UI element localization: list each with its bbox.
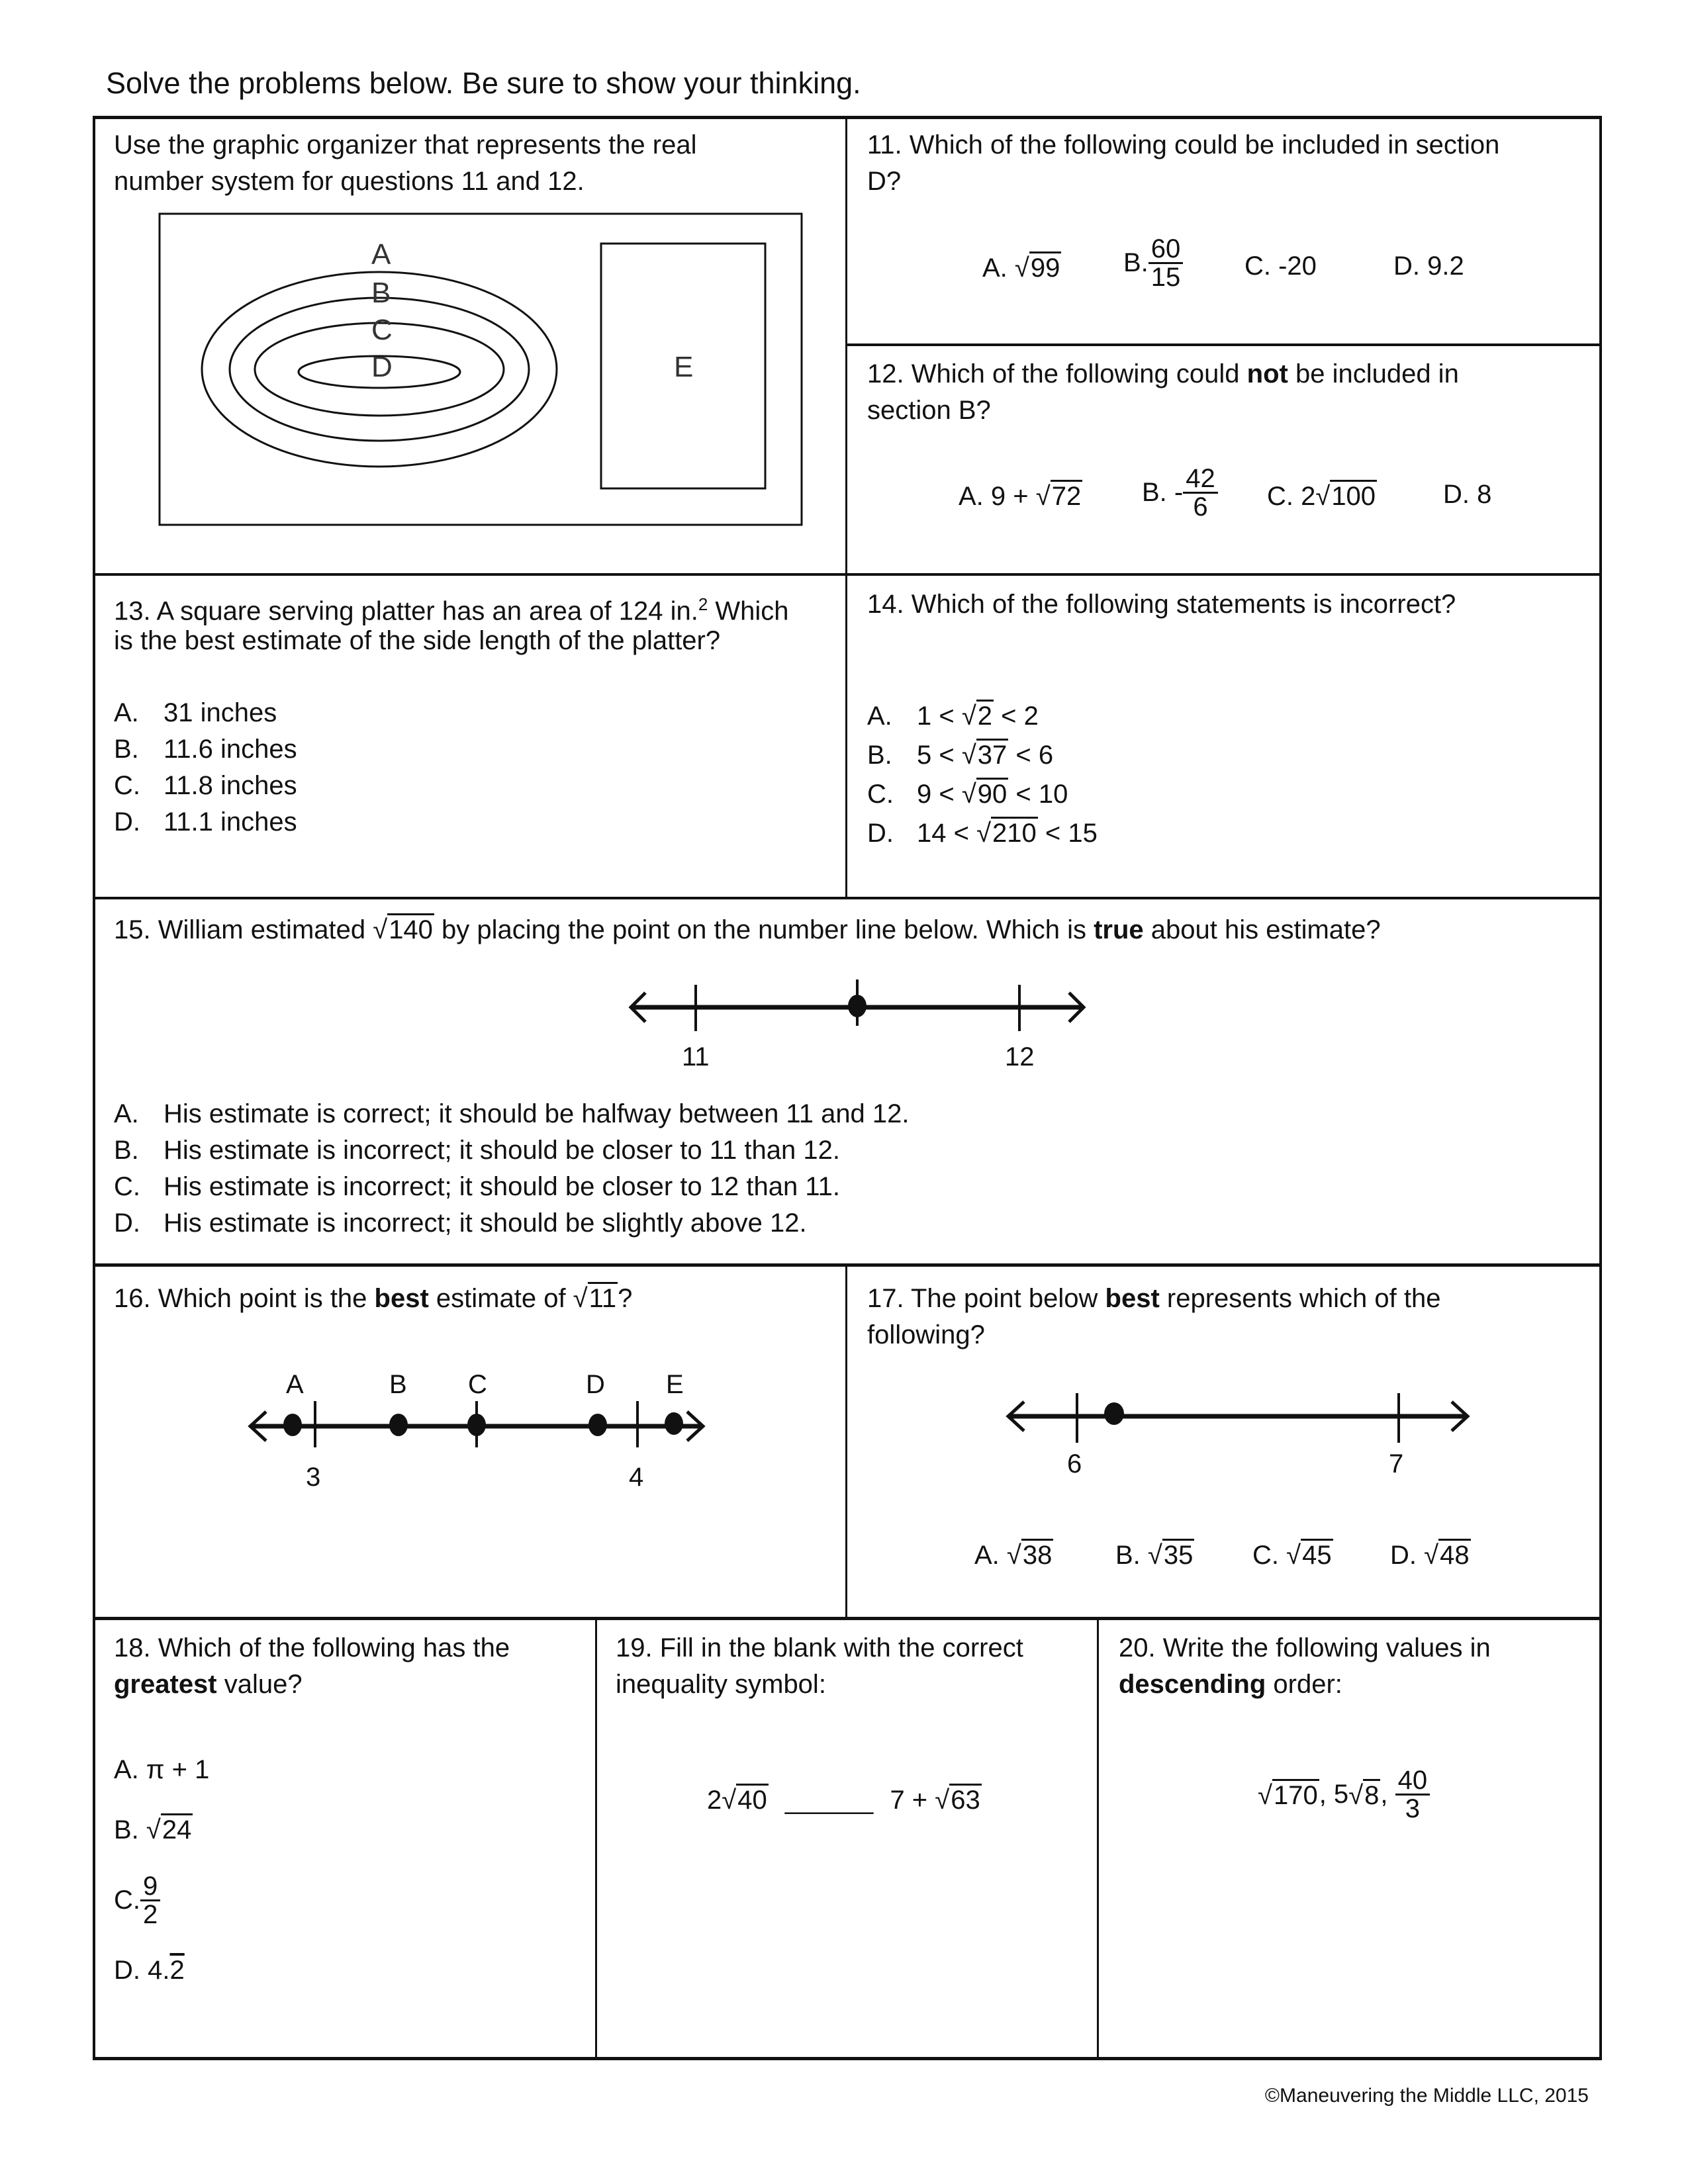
sqrt-icon: √24 (146, 1813, 193, 1845)
q18-text-post: value? (216, 1670, 303, 1699)
radicand: 90 (976, 778, 1009, 809)
option-letter: A. (114, 698, 139, 727)
option-label: C. (1252, 1541, 1279, 1570)
q12-a-label: A. 9 + (959, 482, 1036, 511)
region-label-e: E (674, 351, 694, 383)
numerator: 40 (1395, 1767, 1430, 1796)
q16-emphasis: best (374, 1284, 429, 1313)
q11-b-label: B. (1123, 248, 1149, 277)
col-divider-top (845, 116, 847, 899)
q15-prompt (114, 912, 1381, 948)
col-divider-bottom-1 (595, 1617, 597, 2060)
q12-option-b (1142, 465, 1218, 520)
sqrt-icon: √38 (1007, 1539, 1053, 1570)
denominator: 3 (1405, 1794, 1420, 1823)
organizer-prompt-line1: Use the graphic organizer that represents the real (114, 130, 697, 159)
q18-option-a: A. π + 1 (114, 1755, 210, 1784)
sqrt-icon: √140 (373, 912, 434, 948)
option-text: 11.8 inches (164, 771, 297, 800)
superscript: 2 (698, 594, 708, 614)
option-letter: B. (867, 741, 892, 770)
sqrt-icon: √72 (1036, 480, 1082, 512)
region-label-d: D (371, 351, 393, 383)
option-post: < 6 (1008, 741, 1054, 770)
q15-option (114, 1132, 840, 1169)
radicand: 45 (1301, 1539, 1333, 1570)
numerator: 60 (1149, 236, 1184, 264)
q16-text-post: ? (618, 1284, 633, 1313)
q17-prompt-line2: following? (867, 1320, 985, 1349)
col-divider-mid (845, 1263, 847, 1619)
radicand: 210 (991, 817, 1038, 848)
q20-prompt-line1: 20. Write the following values in (1119, 1633, 1491, 1662)
q15-option (114, 1205, 807, 1242)
separator: , (1380, 1780, 1395, 1809)
q19-prompt-line2: inequality symbol: (616, 1670, 826, 1699)
q18-prompt-line2 (114, 1666, 303, 1703)
q13-prompt-line2: is the best estimate of the side length of the platter? (114, 626, 721, 655)
sqrt-icon: √37 (962, 737, 1008, 774)
q12-option-a (959, 480, 1082, 512)
q17-tick-label-right: 7 (1389, 1449, 1404, 1479)
fraction (140, 1873, 160, 1928)
q11-prompt-line1: 11. Which of the following could be included in section (867, 130, 1500, 159)
option-letter: D. (114, 807, 140, 837)
q14-option (867, 815, 1098, 852)
q17-tick-label-left: 6 (1067, 1449, 1082, 1479)
q16-point-label-d: D (586, 1370, 605, 1399)
q11-option-d: D. 9.2 (1393, 251, 1464, 281)
q13-text-post: Which (708, 596, 789, 626)
fraction (1395, 1767, 1430, 1822)
q11-a-label: A. (982, 253, 1008, 283)
option-pre: 5 < (917, 741, 962, 770)
value-text: , 5 (1319, 1780, 1349, 1809)
q11-option-b (1123, 236, 1183, 291)
option-text: His estimate is correct; it should be halfway between 11 and 12. (164, 1099, 910, 1128)
q12-text-post: be included in (1288, 359, 1459, 388)
q16-point-label-b: B (389, 1370, 407, 1399)
q13-text: 13. A square serving platter has an area of 124 in. (114, 596, 698, 626)
q18-option-c (114, 1873, 160, 1928)
sqrt-icon: √170 (1258, 1779, 1319, 1811)
q18-emphasis: greatest (114, 1670, 217, 1699)
radicand: 40 (736, 1784, 769, 1815)
numerator: 9 (140, 1873, 160, 1901)
q15-tick-label-right: 12 (1005, 1042, 1035, 1071)
radicand: 24 (161, 1813, 193, 1844)
row-divider-1 (93, 573, 1602, 576)
outer-border-left (93, 116, 95, 2060)
radicand: 140 (387, 913, 434, 944)
q16-text-mid: estimate of (428, 1284, 573, 1313)
sqrt-icon: √45 (1286, 1539, 1333, 1570)
option-pre: 9 < (917, 780, 962, 809)
col-divider-bottom-2 (1097, 1617, 1099, 2060)
q17-option-b (1115, 1539, 1194, 1570)
option-text: 11.6 inches (164, 735, 297, 764)
q17-text: 17. The point below (867, 1284, 1105, 1313)
region-label-a: A (371, 238, 391, 271)
copyright: ©Maneuvering the Middle LLC, 2015 (1264, 2085, 1589, 2107)
q17-option-c (1252, 1539, 1333, 1570)
q15-text-post: about his estimate? (1143, 915, 1381, 944)
q11-option-a (982, 251, 1061, 283)
option-label: B. (114, 1815, 139, 1844)
q12-option-d: D. 8 (1443, 480, 1492, 509)
q18-prompt-line1: 18. Which of the following has the (114, 1633, 510, 1662)
q15-text: 15. William estimated (114, 915, 373, 944)
repeating-digit: 2 (169, 1956, 185, 1985)
q12-text: 12. Which of the following could (867, 359, 1247, 388)
row-divider-2 (93, 897, 1602, 899)
sqrt-icon: √8 (1348, 1779, 1380, 1811)
option-pre: 14 < (917, 819, 977, 848)
option-label: C. (114, 1886, 140, 1915)
sqrt-icon: √99 (1015, 251, 1061, 283)
q12-option-c (1267, 480, 1377, 512)
radicand: 170 (1272, 1779, 1319, 1810)
radicand: 2 (976, 700, 994, 731)
sqrt-icon: √35 (1148, 1539, 1194, 1570)
q16-point-label-c: C (468, 1370, 487, 1399)
option-text: 31 inches (164, 698, 277, 727)
row-divider-3 (93, 1263, 1602, 1267)
q17-number-line (1003, 1390, 1473, 1449)
sqrt-icon: √11 (573, 1281, 618, 1317)
q19-prompt-line1: 19. Fill in the blank with the correct (616, 1633, 1023, 1662)
q17-option-a (974, 1539, 1053, 1570)
q19-expression (707, 1784, 982, 1815)
q15-text-mid: by placing the point on the number line below. Which is (434, 915, 1094, 944)
denominator: 15 (1150, 263, 1181, 292)
q11-prompt-line2: D? (867, 167, 902, 196)
right-expression: 7 + (890, 1786, 935, 1815)
q12-c-radicand: 100 (1330, 480, 1377, 511)
option-text: 11.1 inches (164, 807, 297, 837)
q14-option (867, 737, 1053, 774)
option-text: His estimate is incorrect; it should be closer to 12 than 11. (164, 1172, 840, 1201)
q12-emphasis: not (1246, 359, 1288, 388)
q15-number-line (626, 973, 1089, 1039)
q16-number-line (245, 1400, 708, 1453)
option-letter: C. (867, 780, 894, 809)
option-letter: D. (867, 819, 894, 848)
option-letter: A. (867, 702, 892, 731)
left-coefficient: 2 (707, 1786, 722, 1815)
outer-border-right (1599, 116, 1602, 2060)
q17-emphasis: best (1105, 1284, 1160, 1313)
q16-tick-label-right: 4 (629, 1463, 644, 1492)
option-post: < 15 (1037, 819, 1098, 848)
option-label: D. (1390, 1541, 1417, 1570)
q15-option (114, 1096, 910, 1132)
real-number-system-diagram (158, 212, 806, 529)
radicand: 48 (1438, 1539, 1471, 1570)
option-label: B. (1115, 1541, 1141, 1570)
option-text: His estimate is incorrect; it should be closer to 11 than 12. (164, 1136, 840, 1165)
q13-option (114, 768, 297, 804)
row-divider-q11-q12 (845, 343, 1602, 346)
option-letter: C. (114, 1172, 140, 1201)
q14-prompt: 14. Which of the following statements is incorrect? (867, 590, 1456, 619)
q20-values (1258, 1767, 1430, 1822)
q11-option-c: C. -20 (1244, 251, 1317, 281)
row-divider-4 (93, 1617, 1602, 1620)
q12-c-label: C. 2 (1267, 482, 1316, 511)
q13-option (114, 804, 297, 841)
radicand: 8 (1363, 1779, 1380, 1810)
option-letter: B. (114, 1136, 139, 1165)
q18-option-b (114, 1813, 193, 1845)
option-label: A. (974, 1541, 1000, 1570)
option-post: < 10 (1008, 780, 1068, 809)
instructions: Solve the problems below. Be sure to show your thinking. (106, 66, 861, 100)
radicand: 35 (1162, 1539, 1195, 1570)
numerator: 42 (1183, 465, 1218, 494)
q13-option (114, 731, 297, 768)
q11-a-radicand: 99 (1029, 251, 1062, 283)
q20-emphasis: descending (1119, 1670, 1266, 1699)
q14-option (867, 776, 1068, 813)
sqrt-icon: √2 (962, 698, 994, 735)
option-text: D. 4. (114, 1956, 170, 1985)
q17-text-post: represents which of the (1159, 1284, 1441, 1313)
q17-option-d (1390, 1539, 1471, 1570)
q16-tick-label-left: 3 (306, 1463, 321, 1492)
option-letter: D. (114, 1208, 140, 1238)
q20-text-post: order: (1266, 1670, 1342, 1699)
q18-option-d (114, 1956, 185, 1985)
option-letter: A. (114, 1099, 139, 1128)
q12-b-label: B. - (1142, 478, 1184, 507)
q20-prompt-line2 (1119, 1666, 1342, 1703)
q17-prompt-line1 (867, 1281, 1440, 1317)
outer-border-bottom (93, 2057, 1602, 2060)
sqrt-icon: √100 (1315, 480, 1377, 512)
q15-emphasis: true (1094, 915, 1144, 944)
sqrt-icon: √210 (976, 815, 1038, 852)
option-letter: B. (114, 735, 139, 764)
organizer-prompt-line2: number system for questions 11 and 12. (114, 167, 585, 196)
q13-option (114, 695, 277, 731)
q16-prompt (114, 1281, 632, 1317)
answer-blank[interactable]: ______ (784, 1786, 874, 1815)
option-letter: C. (114, 771, 140, 800)
q14-option (867, 698, 1039, 735)
radicand: 37 (976, 739, 1009, 770)
region-label-c: C (371, 314, 393, 346)
radicand: 38 (1021, 1539, 1054, 1570)
q15-tick-label-left: 11 (682, 1042, 710, 1071)
fraction (1183, 465, 1218, 520)
sqrt-icon: √48 (1424, 1539, 1470, 1570)
q15-option (114, 1169, 840, 1205)
option-pre: 1 < (917, 702, 962, 731)
q12-a-radicand: 72 (1051, 480, 1083, 511)
denominator: 6 (1193, 492, 1208, 522)
sqrt-icon: √40 (722, 1784, 768, 1815)
option-post: < 2 (994, 702, 1039, 731)
sqrt-icon: √90 (962, 776, 1008, 813)
q12-prompt-line2: section B? (867, 396, 991, 425)
q16-point-label-a: A (286, 1370, 304, 1399)
denominator: 2 (143, 1900, 158, 1929)
radicand: 63 (949, 1784, 982, 1815)
q12-prompt-line1 (867, 356, 1459, 392)
outer-border-top (93, 116, 1602, 119)
q16-point-label-e: E (666, 1370, 684, 1399)
region-label-b: B (371, 277, 391, 309)
radicand: 11 (588, 1282, 618, 1313)
option-text: His estimate is incorrect; it should be slightly above 12. (164, 1208, 807, 1238)
q16-text: 16. Which point is the (114, 1284, 375, 1313)
sqrt-icon: √63 (935, 1784, 981, 1815)
fraction (1149, 236, 1184, 291)
